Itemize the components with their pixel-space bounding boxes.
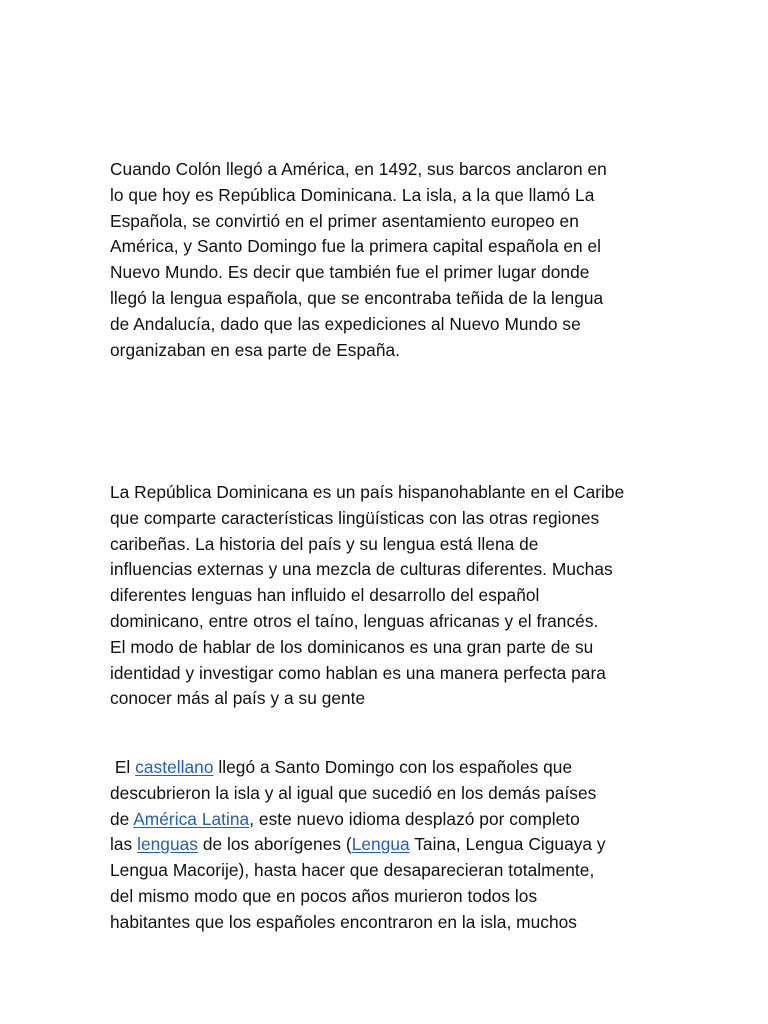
text-line xyxy=(110,832,670,858)
text-line: habitantes que los españoles encontraron en la isla, muchos xyxy=(110,911,577,932)
lengua-link[interactable]: Lengua xyxy=(351,834,410,855)
text-line: Nuevo Mundo. Es decir que también fue el primer lugar donde xyxy=(110,262,590,283)
text-line xyxy=(110,755,670,781)
text-segment: Taina, Lengua Ciguaya y xyxy=(409,834,606,855)
text-segment: El xyxy=(110,757,136,777)
lenguas-link[interactable]: lenguas xyxy=(137,834,198,855)
text-segment: llegó a Santo Domingo con los españoles que xyxy=(213,757,573,777)
text-line: América, y Santo Domingo fue la primera capital española en el xyxy=(110,236,602,257)
text-line xyxy=(110,807,670,833)
text-segment: de los aborígenes ( xyxy=(197,834,352,855)
text-line: organizaban en esa parte de España. xyxy=(110,339,400,360)
text-line: Lengua Macorije), hasta hacer que desaparecieran totalmente, xyxy=(110,860,595,881)
text-line: de Andalucía, dado que las expediciones al Nuevo Mundo se xyxy=(110,313,581,334)
text-line: identidad y investigar como hablan es una manera perfecta para xyxy=(110,662,606,683)
text-line: diferentes lenguas han influido el desarrollo del español xyxy=(110,585,540,606)
text-line: dominicano, entre otros el taíno, lenguas africanas y el francés. xyxy=(110,610,599,631)
text-segment: , este nuevo idioma desplazó por completo xyxy=(249,808,580,829)
text-line: que comparte características lingüísticas con las otras regiones xyxy=(110,507,600,528)
text-line: conocer más al país y a su gente xyxy=(110,688,366,709)
text-segment: las xyxy=(110,834,138,855)
america-latina-link[interactable]: América Latina xyxy=(133,808,250,829)
text-line: llegó la lengua española, que se encontraba teñida de la lengua xyxy=(110,287,604,308)
text-line: influencias externas y una mezcla de culturas diferentes. Muchas xyxy=(110,559,613,580)
text-line: Cuando Colón llegó a América, en 1492, sus barcos anclaron en xyxy=(110,159,607,179)
paragraph-castellano-arrival xyxy=(110,755,670,936)
paragraph-colon-arrival xyxy=(110,157,670,363)
castellano-link[interactable]: castellano xyxy=(135,757,214,777)
text-line: La República Dominicana es un país hispanohablante en el Caribe xyxy=(110,482,625,502)
text-line: lo que hoy es República Dominicana. La isla, a la que llamó La xyxy=(110,184,595,205)
paragraph-dominican-republic-language xyxy=(110,480,670,712)
text-line: descubrieron la isla y al igual que sucedió en los demás países xyxy=(110,782,597,803)
text-line: caribeñas. La historia del país y su lengua está llena de xyxy=(110,533,539,554)
text-line: Española, se convirtió en el primer asentamiento europeo en xyxy=(110,210,579,231)
text-line: del mismo modo que en pocos años murieron todos los xyxy=(110,885,538,906)
text-segment: de xyxy=(110,808,134,829)
text-line: El modo de hablar de los dominicanos es una gran parte de su xyxy=(110,636,594,657)
